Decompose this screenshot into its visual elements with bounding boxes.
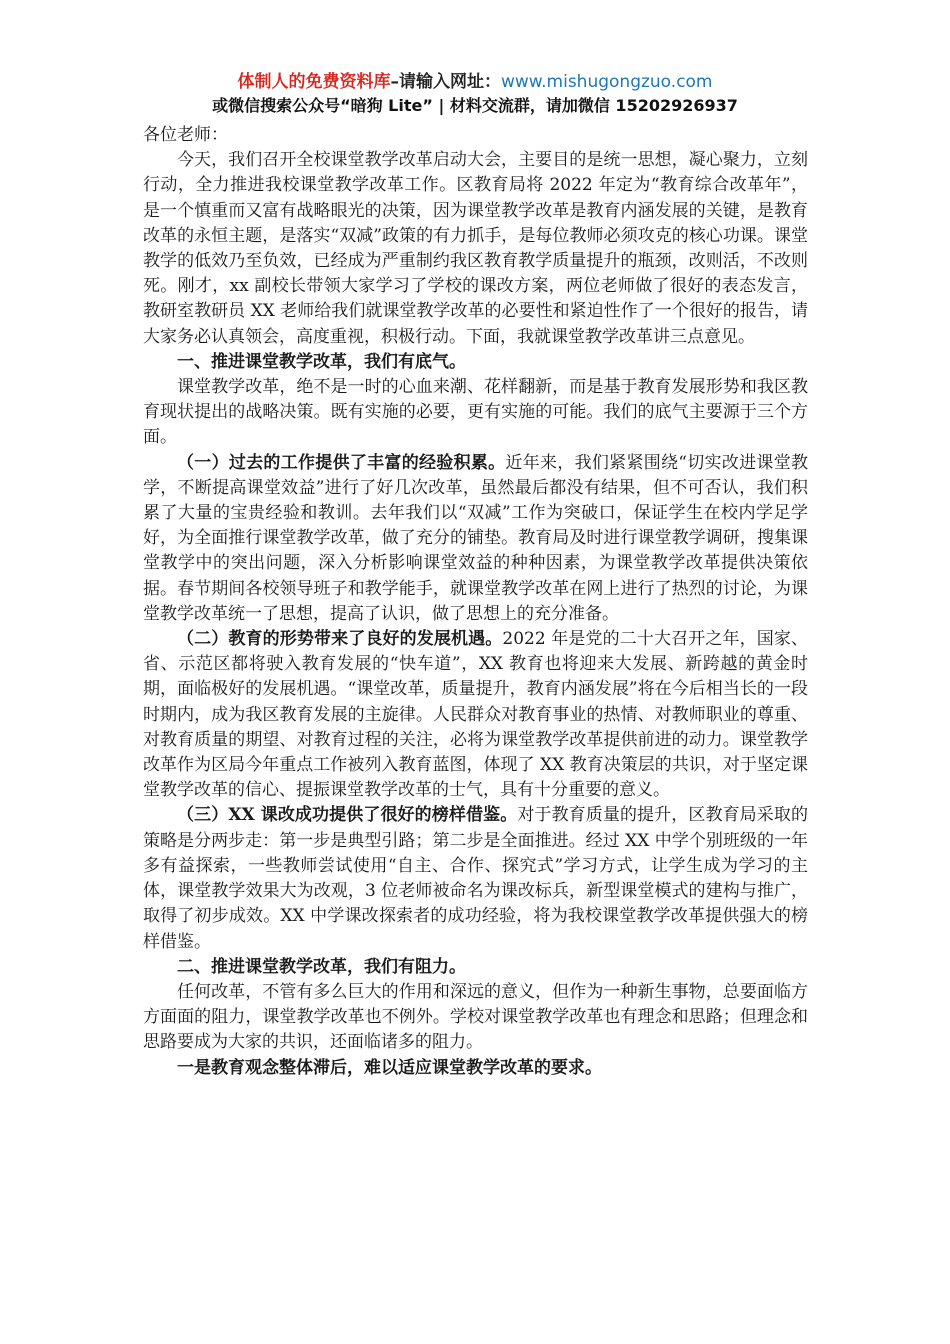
subsection-1-body: 近年来，我们紧紧围绕“切实改进课堂教学，不断提高课堂效益”进行了好几次改革，虽然最后都没有结果，但不可否认，我们积累了大量的宝贵经验和教训。去年我们以“双减”工作为突破口，保证学生在校内学足学好，为全面推行课堂教学改革，做了充分的铺垫。教育局及时进行课堂教学调研，搜集课堂教学中的突出问题，深入分析影响课堂效益的种种因素，为课堂教学改革提供决策依据。春节期间各校领导班子和教学能手，就课堂教学改革在网上进行了热烈的讨论，为课堂教学改革统一了思想，提高了认识，做了思想上的充分准备。: [143, 452, 808, 624]
paragraph-section-1-intro: 课堂教学改革，绝不是一时的心血来潮、花样翻新，而是基于教育发展形势和我区教育现状提出的战略决策。既有实施的必要，更有实施的可能。我们的底气主要源于三个方面。: [143, 377, 808, 448]
subsection-1-title: （一）过去的工作提供了丰富的经验积累。: [177, 452, 506, 473]
document-body: [143, 123, 808, 1081]
subsection-3: [143, 803, 808, 954]
section-heading-1: [143, 350, 808, 375]
salutation: 各位老师：: [143, 125, 228, 145]
page-header: [0, 70, 950, 118]
header-line-2: 或微信搜索公众号“暗狗 Lite” | 材料交流群，请加微信 15202926937: [212, 96, 738, 115]
paragraph-section-2-intro: 任何改革，不管有多么巨大的作用和深远的意义，但作为一种新生事物，总要面临方方面面的阻力，课堂教学改革也不例外。学校对课堂教学改革也有理念和思路；但理念和思路要成为大家的共识，还面临诸多的阻力。: [143, 981, 808, 1053]
subsection-3-title: （三）XX 课改成功提供了很好的榜样借鉴。: [177, 805, 518, 826]
section-heading-2: [143, 955, 808, 980]
header-url-link[interactable]: www.mishugongzuo.com: [500, 72, 713, 92]
subsection-2-body: 2022 年是党的二十大召开之年，国家、省、示范区都将驶入教育发展的“快车道”，XX 教育也将迎来大发展、新跨越的黄金时期，面临极好的发展机遇。“课堂改革，质量提升，教育内涵发展”将在今后相当长的一段时期内，成为我区教育发展的主旋律。人民群众对教育事业的热情、对教师职业的尊重、对教育质量的期望、对教育过程的关注，必将为课堂教学改革提供前进的动力。课堂教学改革作为区局今年重点工作被列入教育蓝图，体现了 XX 教育决策层的共识，对于坚定课堂教学改革的信心、提振课堂教学改革的士气，具有十分重要的意义。: [143, 629, 808, 801]
subsection-1: [143, 451, 808, 627]
subsection-2-title: （二）教育的形势带来了良好的发展机遇。: [177, 629, 503, 650]
subsection-2: [143, 627, 808, 803]
point-heading-1: [143, 1056, 808, 1081]
point-heading-1-text: 一是教育观念整体滞后，难以适应课堂教学改革的要求。: [177, 1057, 602, 1078]
section-heading-2-text: 二、推进课堂教学改革，我们有阻力。: [177, 956, 466, 977]
section-heading-1-text: 一、推进课堂教学改革，我们有底气。: [177, 351, 466, 372]
subsection-3-body: 对于教育质量的提升，区教育局采取的策略是分两步走：第一步是典型引路；第二步是全面推进。经过 XX 中学个别班级的一年多有益探索，一些教师尝试使用“自主、合作、探究式”学习方式，让学生成为学习的主体，课堂教学效果大为改观，3 位老师被命名为课改标兵，新型课堂模式的建构与推广，取得了初步成效。XX 中学课改探索者的成功经验，将为我校课堂教学改革提供强大的榜样借鉴。: [143, 805, 808, 952]
header-prompt: –请输入网址：: [390, 72, 501, 92]
paragraph-intro: 今天，我们召开全校课堂教学改革启动大会，主要目的是统一思想，凝心聚力，立刻行动，全力推进我校课堂教学改革工作。区教育局将 2022 年定为“教育综合改革年”，是一个慎重而又富有战略眼光的决策，因为课堂教学改革是教育内涵发展的关键，是教育改革的永恒主题，是落实“双减”政策的有力抓手，是每位教师必须攻克的核心功课。课堂教学的低效乃至负效，已经成为严重制约我区教育教学质量提升的瓶颈，改则活，不改则死。刚才，xx 副校长带领大家学习了学校的课改方案，两位老师做了很好的表态发言，教研室教研员 XX 老师给我们就课堂教学改革的必要性和紧迫性作了一个很好的报告，请大家务必认真领会，高度重视，积极行动。下面，我就课堂教学改革讲三点意见。: [143, 150, 808, 347]
header-brand: 体制人的免费资料库: [237, 72, 391, 92]
header-line-1: [0, 70, 950, 94]
